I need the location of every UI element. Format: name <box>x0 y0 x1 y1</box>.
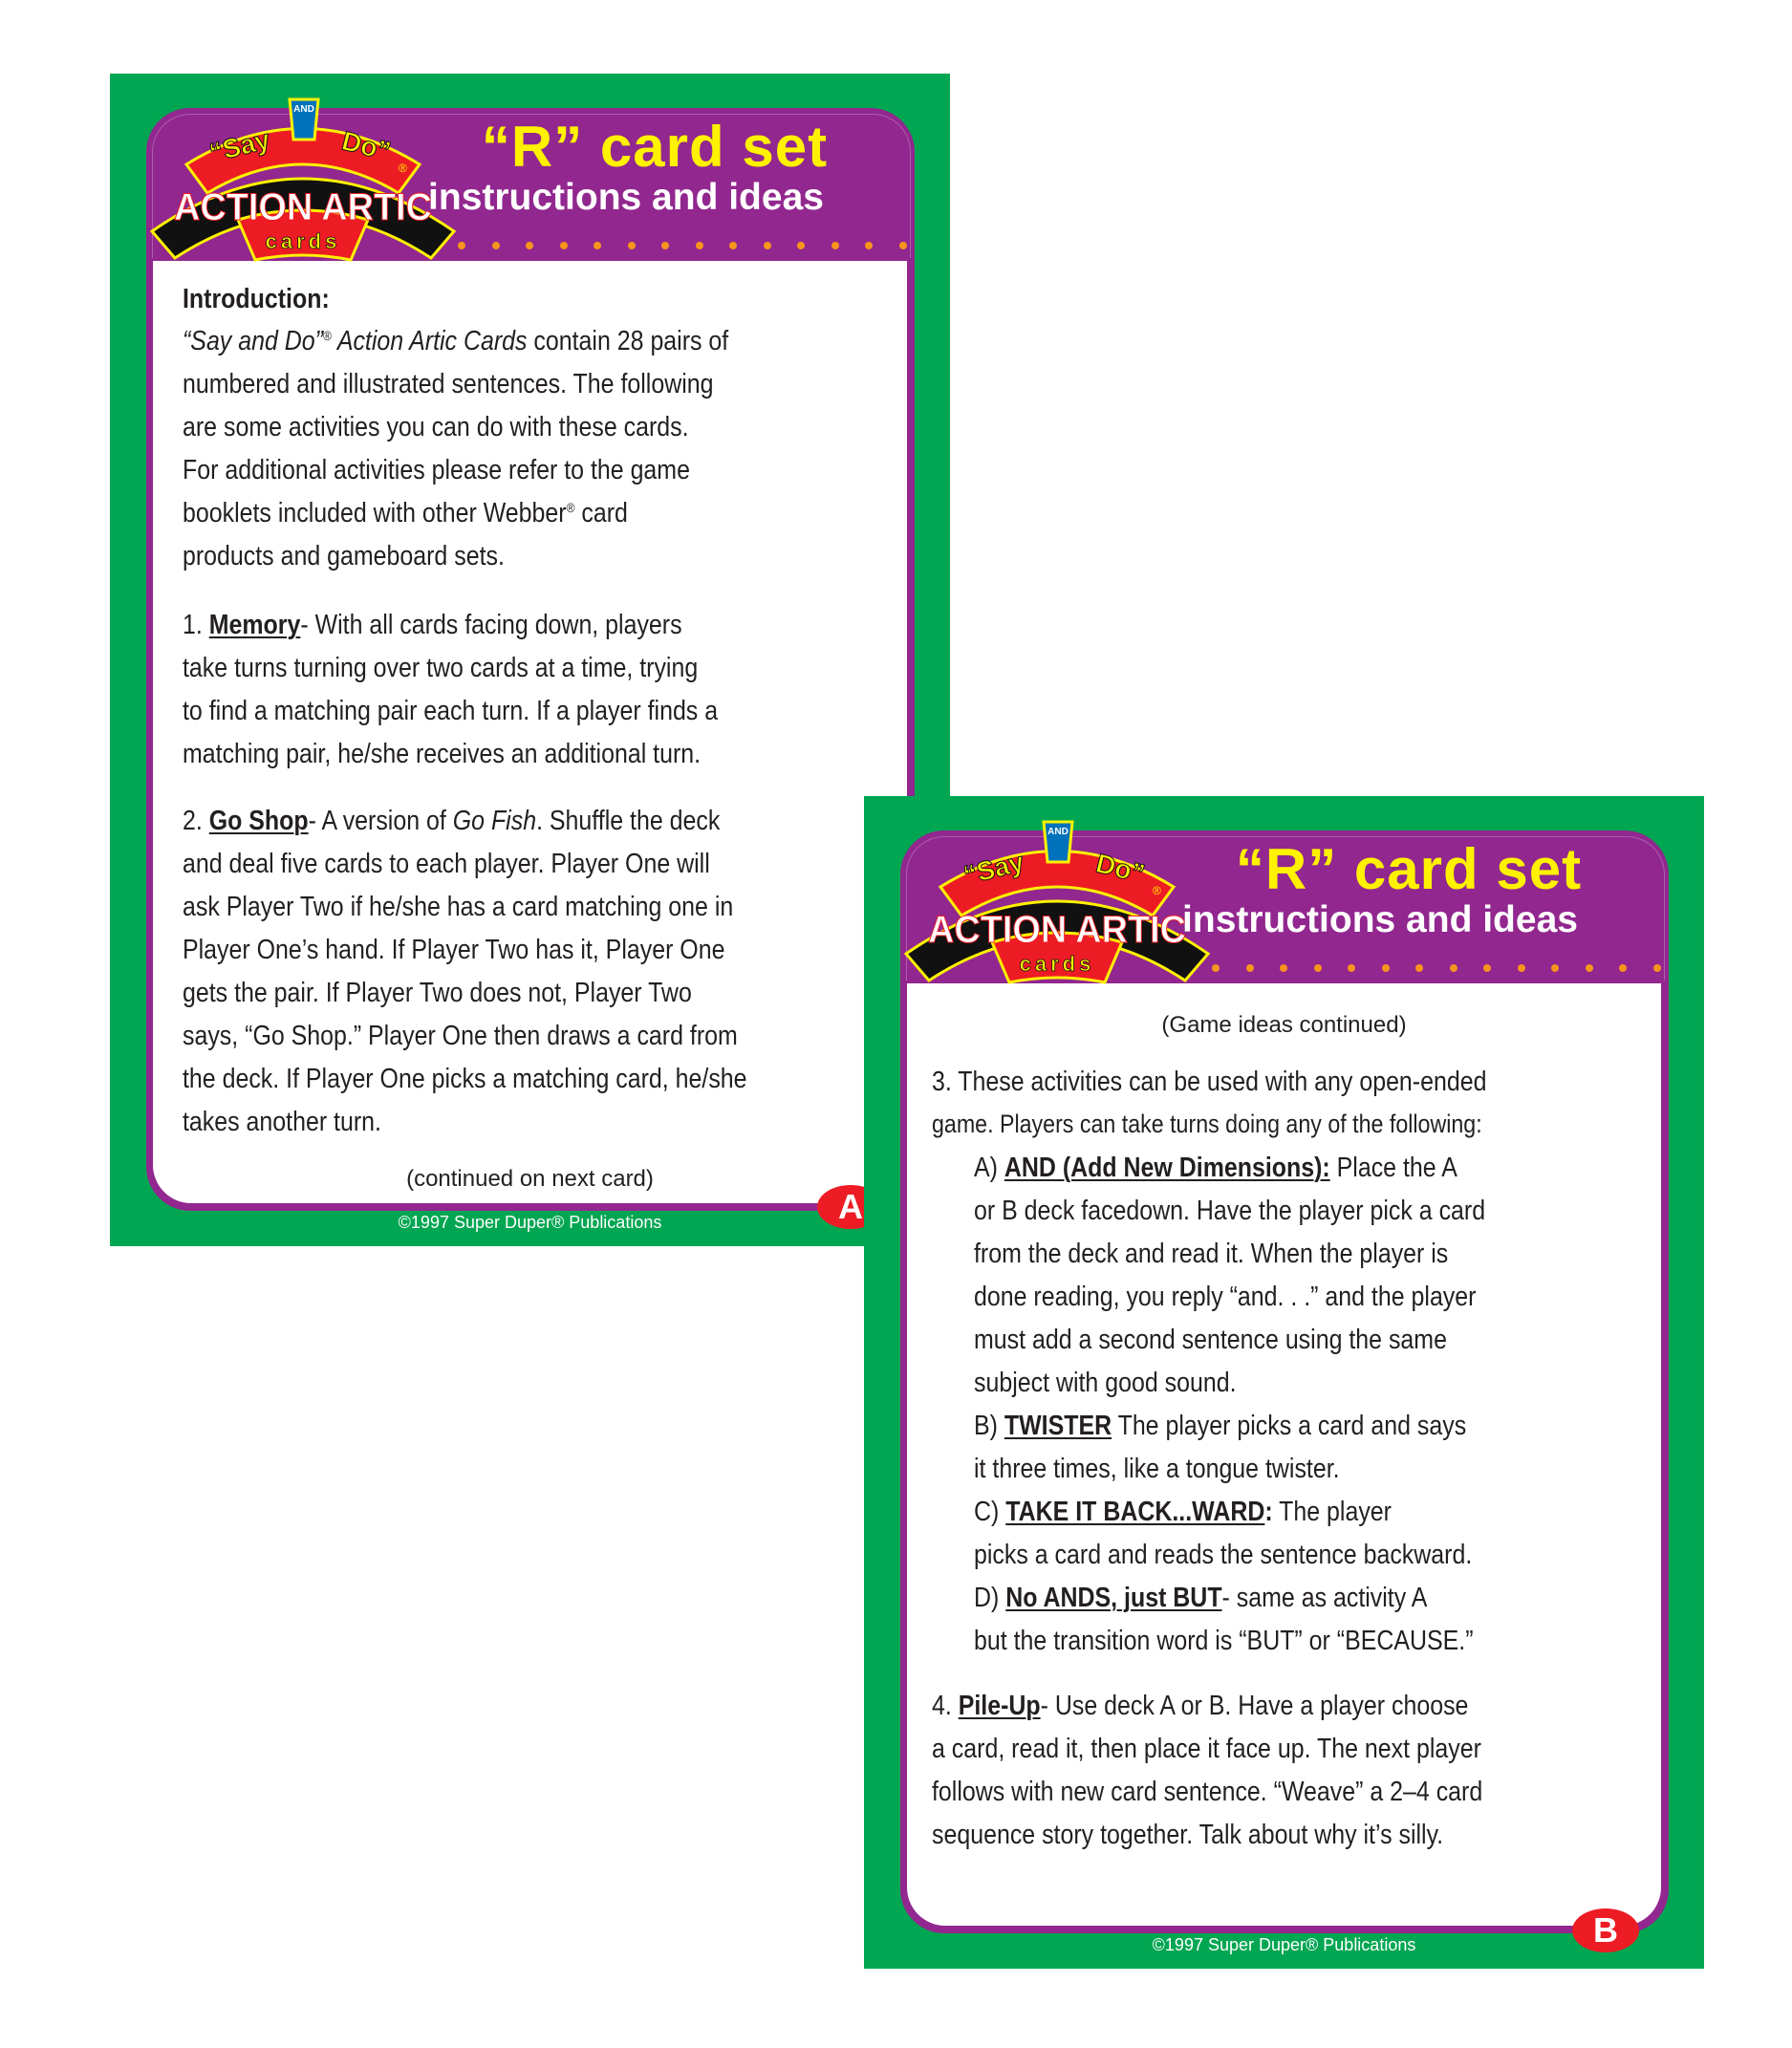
activity-line: take turns turning over two cards at a time, trying <box>183 653 699 683</box>
activity-go-shop: 2. Go Shop- A version of Go Fish. Shuffle the deck <box>183 806 721 836</box>
instruction-card-b <box>864 796 1704 1969</box>
activity-line: says, “Go Shop.” Player One then draws a card from <box>183 1021 738 1051</box>
svg-text:cards: cards <box>265 229 341 253</box>
activity-pile-up: 4. Pile-Up- Use deck A or B. Have a player choose <box>932 1691 1469 1721</box>
activity-no-ands: D) No ANDS, just BUT- same as activity A <box>974 1583 1428 1613</box>
activity-line: must add a second sentence using the same <box>974 1325 1447 1355</box>
activity-line: subject with good sound. <box>974 1368 1237 1398</box>
continued-heading: (Game ideas continued) <box>1161 1012 1407 1038</box>
activity-line: sequence story together. Talk about why it’s silly. <box>932 1820 1444 1850</box>
activity-and: A) AND (Add New Dimensions): Place the A <box>974 1153 1457 1183</box>
svg-text:®: ® <box>399 162 407 175</box>
activity-line: ask Player Two if he/she has a card matching one in <box>183 892 734 922</box>
activity-line: a card, read it, then place it face up. The next player <box>932 1734 1481 1764</box>
activity-line: picks a card and reads the sentence backward. <box>974 1540 1473 1570</box>
intro-line: products and gameboard sets. <box>183 541 505 571</box>
activity-line: but the transition word is “BUT” or “BECAUSE.” <box>974 1626 1474 1656</box>
activity-name: Go Shop <box>208 806 309 836</box>
copyright-text: ©1997 Super Duper® Publications <box>1152 1935 1416 1954</box>
activity-line: from the deck and read it. When the player is <box>974 1239 1449 1269</box>
activity-line: Player One’s hand. If Player Two has it, Player One <box>183 935 725 965</box>
svg-text:“Say: “Say <box>205 124 273 168</box>
copyright-text: ©1997 Super Duper® Publications <box>398 1213 662 1232</box>
activity-name: No ANDS, just BUT <box>1005 1583 1222 1613</box>
activity-name: Pile-Up <box>958 1691 1041 1721</box>
card-subtitle: instructions and ideas <box>428 177 824 218</box>
activity-line: gets the pair. If Player Two does not, Player Two <box>183 978 692 1008</box>
activity-line: 3. These activities can be used with any open-ended <box>932 1067 1487 1097</box>
intro-line: For additional activities please refer to the game <box>183 455 690 485</box>
activity-name: AND (Add New Dimensions): <box>1004 1153 1330 1183</box>
svg-text:Do”: Do” <box>338 125 394 167</box>
activity-line: or B deck facedown. Have the player pick a card <box>974 1196 1486 1226</box>
svg-text:“Say: “Say <box>960 847 1027 891</box>
activity-line: follows with new card sentence. “Weave” a 2–4 card <box>932 1777 1483 1807</box>
svg-text:cards: cards <box>1019 952 1095 976</box>
activity-line: takes another turn. <box>183 1107 381 1137</box>
activity-twister: B) TWISTER The player picks a card and says <box>974 1411 1467 1441</box>
activity-memory: 1. Memory- With all cards facing down, players <box>183 610 682 640</box>
activity-line: the deck. If Player One picks a matching card, he/she <box>183 1064 747 1094</box>
activity-line: and deal five cards to each player. Player One will <box>183 849 710 879</box>
activity-name: Memory <box>208 610 301 640</box>
intro-line: are some activities you can do with these cards. <box>183 412 689 442</box>
instruction-card-a <box>110 74 950 1246</box>
svg-text:ACTION ARTIC: ACTION ARTIC <box>174 186 432 228</box>
card-title: “R” card set <box>1235 837 1583 901</box>
continued-note: (continued on next card) <box>406 1166 654 1192</box>
card-letter-badge: B <box>1572 1908 1639 1952</box>
svg-text:®: ® <box>1153 884 1161 897</box>
card-title: “R” card set <box>481 115 829 179</box>
card-subtitle: instructions and ideas <box>1182 899 1578 940</box>
card-letter-badge: A <box>817 1185 884 1229</box>
activity-line: game. Players can take turns doing any of the following: <box>932 1110 1482 1138</box>
svg-text:ACTION ARTIC: ACTION ARTIC <box>928 909 1186 951</box>
intro-line: “Say and Do”® Action Artic Cards contain 28 pairs of <box>183 326 729 356</box>
activity-line: it three times, like a tongue twister. <box>974 1454 1340 1484</box>
svg-text:AND: AND <box>1047 827 1069 837</box>
activity-take-it-backward: C) TAKE IT BACK...WARD: The player <box>974 1497 1392 1527</box>
activity-name: TWISTER <box>1004 1411 1112 1441</box>
dot-divider <box>1212 964 1661 974</box>
activity-line: matching pair, he/she receives an additional turn. <box>183 739 702 769</box>
svg-text:Do”: Do” <box>1092 848 1148 890</box>
dot-divider <box>458 242 907 251</box>
activity-line: done reading, you reply “and. . .” and the player <box>974 1282 1477 1312</box>
intro-heading: Introduction: <box>183 284 330 314</box>
intro-line: numbered and illustrated sentences. The following <box>183 369 714 399</box>
activity-name: TAKE IT BACK...WARD <box>1005 1497 1265 1527</box>
svg-text:AND: AND <box>293 104 314 115</box>
activity-line: to find a matching pair each turn. If a player finds a <box>183 696 719 726</box>
card-body <box>153 261 907 1203</box>
intro-line: booklets included with other Webber® card <box>183 498 628 528</box>
